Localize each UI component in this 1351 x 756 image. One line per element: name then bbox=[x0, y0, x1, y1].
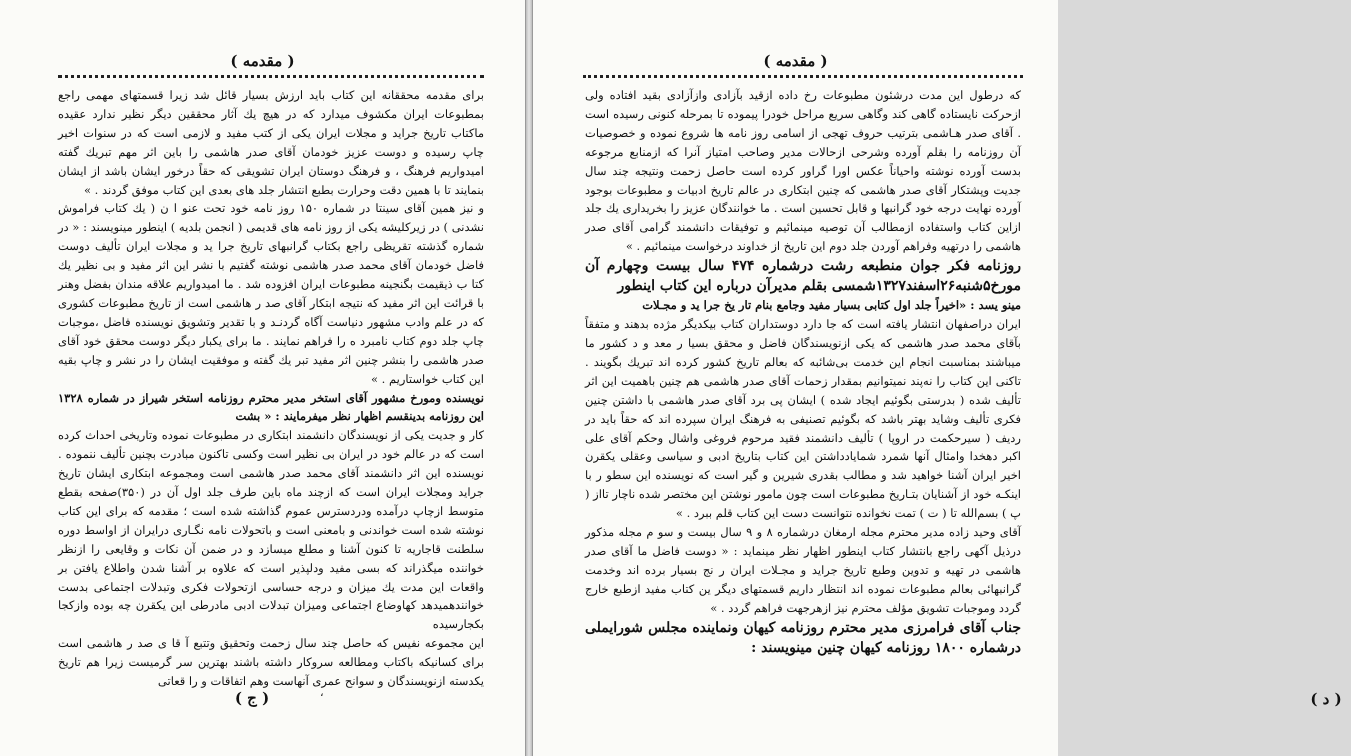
paragraph: و نیز همین آقای سینتا در شماره ۱۵۰ روز نامه خود تحت عنو ا ن ( یك کتاب فراموش نشدنی ) در زیرکلیشه یکی از روز نامه های قدیمی ( انجمن بلدیه ) اینطور مینویسند : « در شماره گذشته تقریظی راجع بکتاب گرانبهای تاریخ جرا ید و مجلات ایران تألیف دوست فاضل خودمان آقای محمد صدر هاشمی نوشته گفتیم با نشر این اثر مفید و بی نظیر یك کتا ب ذیقیمت بگنجینه مطبوعات ایران افزوده شد . ما امیدواریم علاقه مندان بفضل وهنر با قرائت این اثر مفید که نتیجه ابتکار آقای صد ر هاشمی است از تاریخ مطبوعات کشوری که در علم وادب مشهور دنیاست آگاه گردنـد و با تقدیر وتشویق نویسنده فاضل ،موجبات چاپ جلد دوم کتاب نامبرد ه را فراهم نمایند . ما برای یکبار دیگر دوست محقق خود آقای صدر هاشمی را بنشر چنین اثر مفید تبر یك گفته و موفقیت ایشان را در نشر و چاپ بقیه این کتاب خواستاریم . » bbox=[58, 201, 484, 386]
header-rule bbox=[58, 75, 484, 78]
paragraph: آقای وحید زاده مدیر محترم مجله ارمغان درشماره ۸ و ۹ سال بیست و سو م مجله مذکور درذیل آکهی راجع بانتشار کتاب اینطور اظهار نظر مینماید : « دوست فاضل ما آقای صدر هاشمی در تهیه و تدوین وطبع تاریخ جراید و مجـلات ایران ر نج بسیار برده اند وخدمت گرانبهائی بعالم مطبوعات نموده اند انتظار داریم قسمتهای دیگر ین کتاب مفید ازطبع خارج گردد وموجبات تشویق مؤلف محترم نیز ازهرجهت فراهم گردد . » bbox=[585, 525, 1021, 615]
paragraph-heading: روزنامه فکر جوان منطبعه رشت درشماره ۴۷۴ سال بیست وچهارم آن مورخ۵شنبه۲۶اسفند۱۳۲۷شمسی بقلم مدیرآن درباره این کتاب اینطور bbox=[585, 258, 1021, 295]
paragraph: این مجموعه نفیس که حاصل چند سال زحمت وتحقیق وتتبع آ قا ی صد ر هاشمی است برای کسانیکه باکتاب ومطالعه سروکار داشته باشند بهترین سر گرمیست زیرا هم تاریخ یکدسته ازنویسندگان و سوانح عمری آنهاست وهم اتفاقات و را قعاتی bbox=[58, 636, 484, 689]
page-header: ( مقدمه ) bbox=[763, 52, 828, 70]
right-page bbox=[532, 0, 1342, 756]
page-body bbox=[585, 86, 1021, 682]
page-header: ( مقدمه ) bbox=[230, 52, 295, 70]
paragraph: برای مقدمه محققانه این کتاب باید ارزش بسیار قائل شد زیرا قسمتهای مهمی راجع بمطبوعات ایران مکشوف میدارد که در هیچ یك آثار محققین دیگر نظیر ندارد عقیده ماکتاب تاریخ جراید و مجلات ایران یکی از کتب مفید و لازمی است که در سنوات اخیر چاپ رسیده و دوست عزیز خودمان آقای صدر هاشمی را باین اثر مهم تبریك گفته امیدواریم فرهنگ ، و فرهنگ دوستان ایران تشویقی که حقاً درخور ایشان باشد از ایشان بنمایند تا با همین دقت وحرارت بطبع انتشار جلد های بعدی این کتاب موفق گردند . » bbox=[58, 88, 484, 197]
header-rule bbox=[583, 75, 1023, 78]
left-page bbox=[0, 0, 526, 756]
paragraph-bold: مینو یسد : «اخیراً جلد اول کتابی بسیار مفید وجامع بنام تار یخ جرا ید و مجـلات bbox=[642, 298, 1021, 313]
paragraph-bold: نویسنده ومورخ مشهور آقای استخر مدیر محترم روزنامه استخر شیراز در شماره ۱۳۲۸ این روزنامه بدینقسم اظهار نظر میفرمایند : « بشت bbox=[58, 390, 484, 424]
page-body bbox=[58, 86, 485, 689]
paragraph: کار و جدیت یکی از نویسندگان دانشمند ابتکاری در مطبوعات نموده وتاریخی احداث کرده است که در عالم خود در ایران بی نظیر است وکسی تاکنون مبادرت بچنین تألیف ننموده . نویسنده این اثر دانشمند آقای محمد صدر هاشمی است ومجموعه ابتکاری ایشان تاریخ جراید ومجلات ایران است که ازچند ماه باین طرف جلد اول آن در (۳۵۰)صفحه بقطع متوسط ازچاپ درآمده ودردسترس عموم گذاشته شده است ؛ مقدمه که برای این کتاب نوشته شده است خواندنی و بامعنی است و باتحولات نامه نگـاری درایران از اواسط دوره سلطنت قاجاریه تا کنون آشنا و مطلع میسازد و در ضمن آن نکات و وقایعی را ازنظر خواننده میگذراند که بسی مفید ودلپذیر است که علاوه بر آشنا شدن واطلاع یافتن بر واقعات این مدت یك میزان و درجه حساسی ازتحولات فکری وتبدلات اجتماعی بدست خوانندهمیدهد کهاوضاع اجتماعی ومیزان تبدلات ادبی مادرطی این یکقرن چه بوده وازکجا بکجارسیده bbox=[58, 428, 485, 632]
paragraph-heading: جناب آقای فرامرزی مدیر محترم روزنامه کیهان ونماینده مجلس شورایملی درشماره ۱۸۰۰ روزنامه کیهان چنین مینویسند : bbox=[585, 619, 1021, 656]
paragraph: ایران دراصفهان انتشار یافته است که جا دارد دوستداران کتاب بیکدیگر مژده بدهند و متفقاً بآقای محمد صدر هاشمی که یکی ازنویسندگان فاضل و محقق بسیا ر معد و د کشور ما میباشند بمناسبت انجام این خدمت بی‌شائبه که بعالم تاریخ کشور کرده اند تبریك بگویند . تاکنی این کتاب را نه‌پند نمیتوانیم بمقدار زحمات آقای صدر هاشمی هم چنین باهمیت این اثر تألیف شده ( بدرستی بگوئیم ایجاد شده ) ایشان پی برد آقای صدر هاشمی با داشتن چنین فکری تألیف وشاید بهتر باشد که بگوئیم تصنیفی به فرهنگ ایران سپرده اند که حقاً باید در ردیف ( سیرحکمت در اروپا ) تألیف دانشمند فقید مرحوم فروغی واشال وحکم آقای علی اکبر دهخدا وامثال آنها شمرد شمایادداشتن این کتاب بتاریخ ادبی و سیاسی وعقلی یکقرن اخیر ایران آشنا خواهید شد و مطالب بقدری شیرین و گیر است که نویسنده این سطو ر با اینکـه خود از آشنایان بتـاریخ مطبوعات است چون مامور نوشتن این مختصر شده ناچار تااز ( پ ) بسم‌الله تا ( ت ) تمت نخوانده نتوانست دست این کتاب قلم ببرد . » bbox=[585, 317, 1021, 521]
page-number: ( د ) bbox=[1310, 690, 1342, 708]
paragraph: که درطول این مدت درشئون مطبوعات رخ داده ازقید بآزادی وازآزادی بقید افتاده ولی ازحرکت نایستاده گاهی کند وگاهی سریع مراحل خودرا پیموده تا بمرحله کنونی رسیده است . آقای صدر هـاشمی بترتیب حروف تهجی از اسامی روز نامه ها شروع نموده و خصوصیات آن روزنامه را بقلم آورده وشرحی ازحالات مدیر وصاحب امتیاز آنرا که ازمنابع مرجوعه بدست آورده نوشته واحیاناً عکس اورا گراور کرده است حاصل زحمت ونتیجه چند سال جدیت وپشتکار آقای صدر هاشمی که چنین ابتکاری در عالم تاریخ ادبیات و مطبوعات بوجود آورده نهایت درجه خود گرانبها و قابل تحسین است . ما خوانندگان عزیز را بخریداری یك جلد ازاین کتاب واستفاده ازمطالب آن توصیه مینمائیم و توفیقات دانشمند گرامی آقای صدر هاشمی را درتهیه وفراهم آوردن جلد دوم این تاریخ از خداوند درخواست مینمائیم . » bbox=[585, 88, 1021, 254]
page-number: ( ج ) bbox=[234, 689, 270, 707]
margin-mark: ، bbox=[320, 686, 324, 699]
